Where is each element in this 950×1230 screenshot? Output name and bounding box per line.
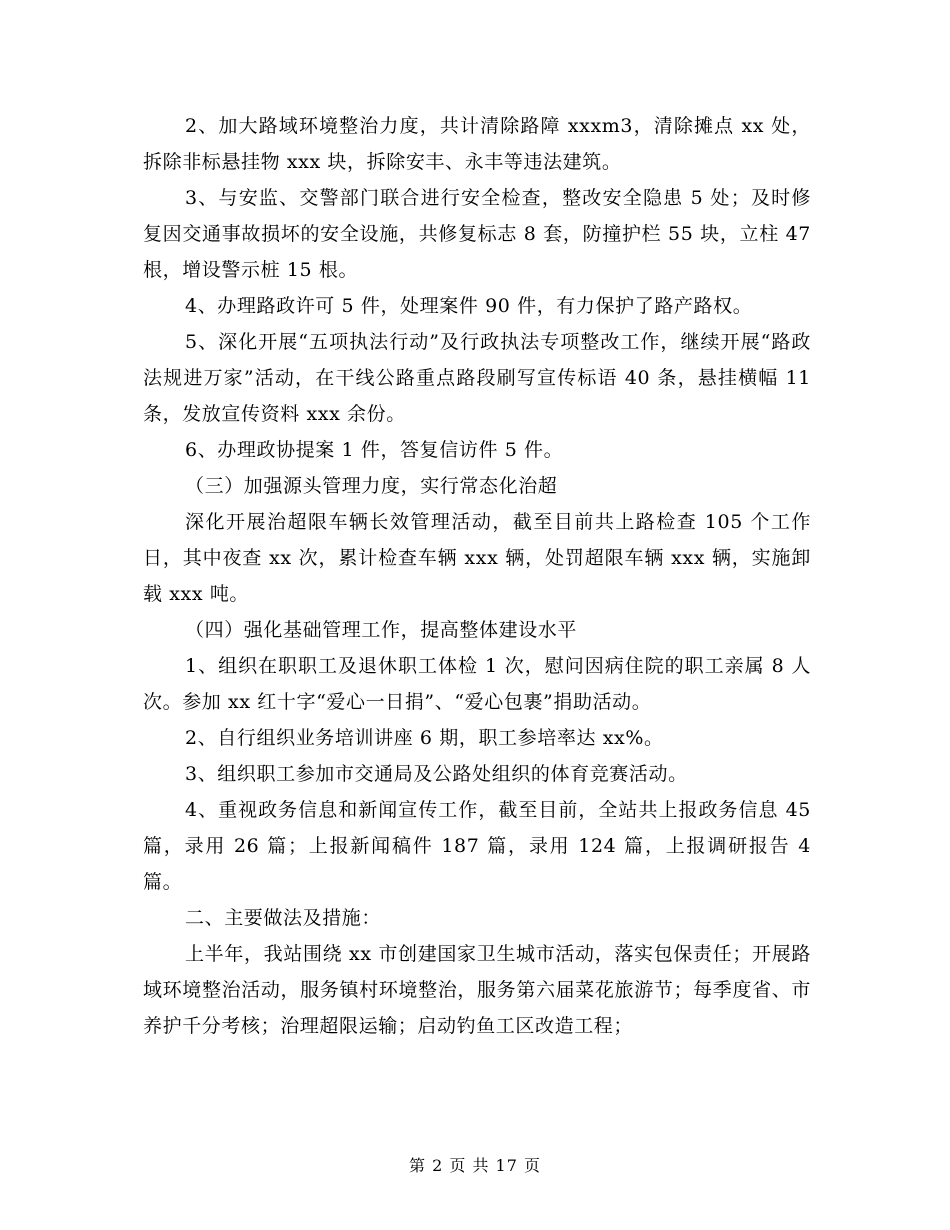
paragraph-first-half-summary: 上半年，我站围绕 xx 市创建国家卫生城市活动，落实包保责任；开展路域环境整治活动，服务镇村环境整治，服务第六届菜花旅游节；每季度省、市养护千分考核；治理超限运输；启动钓鱼工区改造工程； [143,943,811,1037]
section-heading-practices: 二、主要做法及措施： [185,907,382,929]
document-body [143,108,811,1044]
paragraph-safety-inspection: 3、与安监、交警部门联合进行安全检查，整改安全隐患 5 处；及时修复因交通事故损坏的安全设施，共修复标志 8 套，防撞护栏 55 块，立柱 47 根，增设警示桩 15 根。 [143,187,811,281]
paragraph-law-enforcement: 5、深化开展“五项执法行动”及行政执法专项整改工作，继续开展“路政法规进万家”活动，在干线公路重点路段刷写宣传标语 40 条，悬挂横幅 11 条，发放宣传资料 xxx 余份。 [143,331,811,425]
paragraph-staff-health: 1、组织在职职工及退休职工体检 1 次，慰问因病住院的职工亲属 8 人次。参加 xx 红十字“爱心一日捐”、“爱心包裹”捐助活动。 [143,655,811,713]
section-heading-overload-control: （三）加强源头管理力度，实行常态化治超 [185,475,558,497]
paragraph-publicity: 4、重视政务信息和新闻宣传工作，截至目前，全站共上报政务信息 45 篇，录用 26 篇；上报新闻稿件 187 篇，录用 124 篇，上报调研报告 4 篇。 [143,799,811,893]
paragraph-road-permits: 4、办理路政许可 5 件，处理案件 90 件，有力保护了路产路权。 [185,295,753,317]
page-number-footer: 第 2 页 共 17 页 [409,1156,541,1175]
paragraph-cppcc-proposal: 6、办理政协提案 1 件，答复信访件 5 件。 [185,439,564,461]
section-heading-basic-management: （四）强化基础管理工作，提高整体建设水平 [185,619,578,641]
paragraph-sports: 3、组织职工参加市交通局及公路处组织的体育竞赛活动。 [185,763,688,785]
paragraph-overload-vehicles: 深化开展治超限车辆长效管理活动，截至目前共上路检查 105 个工作日，其中夜查 xx 次，累计检查车辆 xxx 辆，处罚超限车辆 xxx 辆，实施卸载 xxx 吨。 [143,511,811,605]
paragraph-training: 2、自行组织业务培训讲座 6 期，职工参培率达 xx%。 [185,727,664,749]
paragraph-roadside-cleanup: 2、加大路域环境整治力度，共计清除路障 xxxm3，清除摊点 xx 处，拆除非标悬挂物 xxx 块，拆除安丰、永丰等违法建筑。 [143,115,811,173]
